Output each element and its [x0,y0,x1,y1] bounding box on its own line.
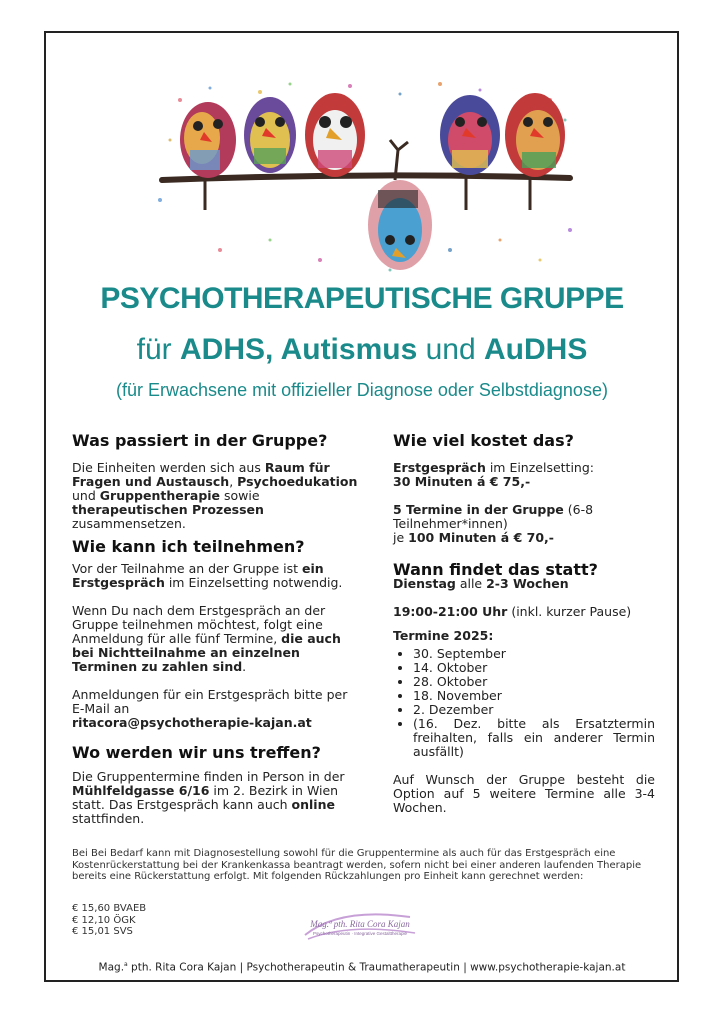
list-item: • 2. Dezember [413,703,655,717]
main-title: PSYCHOTHERAPEUTISCHE GRUPPE [100,282,624,315]
footer: Mag.$^a$ pth. Rita Cora Kajan | Psychotherapeutin & Traumatherapeutin | www.psychotherapie-kajan.at [98,961,626,974]
list-item: • 28. Oktober [413,675,655,689]
right-column-when [393,560,655,815]
left-column-where [72,743,362,826]
right-column [393,431,655,545]
bird-3 [305,93,365,177]
heading-cost: Wie viel kostet das? [393,431,574,450]
list-item: • (16. Dez. bitte als Ersatztermin freihalten, falls ein anderer Termin ausfällt) [413,717,655,759]
heading-where: Wo werden wir uns treffen? [72,743,321,762]
heading-join: Wie kann ich teilnehmen? [72,537,305,556]
logo-subtitle: Psychotherapeutin · Integrative Gestalttherapie [312,931,408,936]
bird-5 [505,93,565,210]
left-column [72,431,362,531]
signature-logo [300,905,420,945]
list-item: • 14. Oktober [413,661,655,675]
schedule-time: 19:00-21:00 Uhr (inkl. kurzer Pause) [393,604,632,619]
heading-when: Wann findet das statt? [393,560,598,579]
list-item: • 18. November [413,689,655,703]
cost-initial: Erstgespräch im Einzelsetting: 30 Minuten á € 75,- [393,460,595,489]
logo-name: Mag.ª pth. Rita Cora Kajan [310,919,410,929]
extra-option: Auf Wunsch der Gruppe besteht die Option auf 5 weitere Termine alle 3-4 Wochen. [393,772,655,815]
bird-1 [180,102,236,210]
paragraph-registration: Wenn Du nach dem Erstgespräch an der Gruppe teilnehmen möchtest, folgt eine Anmeldung für alle fünf Termine, die auch bei Nichtteilnahme an einzelnen Terminen zu zahlen sind. [72,603,341,674]
email-link[interactable]: ritacora@psychotherapie-kajan.at [72,715,312,730]
bird-hanging [368,140,432,270]
refund-amounts: € 15,60 BVAEB € 12,10 ÖGK € 15,01 SVS [72,903,147,937]
list-item: • 30. September [413,647,655,661]
dates-list [393,647,655,759]
refund-note: Bei Bei Bedarf kann mit Diagnosestellung sowohl für die Gruppentermine als auch für das Erstgespräch eine Kostenrückerstattung bei der Krankenkassa beantragt werden, sofern nicht bei einer anderen laufenden Therapie bereits eine Rückerstattung erfolgt. Mit folgenden Rückzahlungen pro Einheit kann gerechnet werden: [72,848,642,882]
cost-group: 5 Termine in der Gruppe (6-8 Teilnehmer*innen) je 100 Minuten á € 70,- [393,502,594,545]
birds-illustration [150,80,580,280]
paragraph-location: Die Gruppentermine finden in Person in der Mühlfeldgasse 6/16 im 2. Bezirk in Wien statt. Das Erstgespräch kann auch online stattfinden. [72,769,345,826]
audience-note: (für Erwachsene mit offizieller Diagnose oder Selbstdiagnose) [116,380,608,400]
left-column-join [72,537,362,730]
dates-heading: Termine 2025: [393,628,494,643]
schedule-frequency: Dienstag alle 2-3 Wochen [393,576,569,591]
bird-4 [440,95,500,210]
subtitle: für ADHS, Autismus und AuDHS [136,333,588,366]
paragraph-email: Anmeldungen für ein Erstgespräch bitte per E-Mail an ritacora@psychotherapie-kajan.at [72,687,348,730]
heading-what: Was passiert in der Gruppe? [72,431,328,450]
bird-2 [244,97,296,173]
paragraph-content: Die Einheiten werden sich aus Raum für Fragen und Austausch, Psychoedukation und Gruppentherapie sowie therapeutischen Prozessen zusammensetzen. [72,460,358,531]
paragraph-requirement: Vor der Teilnahme an der Gruppe ist ein Erstgespräch im Einzelsetting notwendig. [72,561,343,590]
